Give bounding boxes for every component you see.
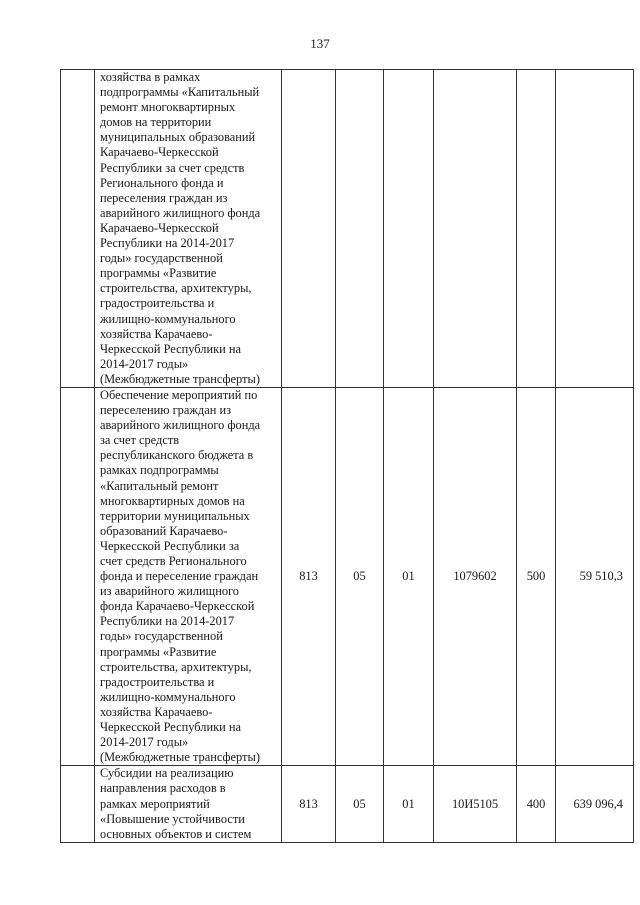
target-article-cell: 1079602 [434,387,517,765]
description-line: хозяйства в рамках [100,70,201,84]
description-line: Карачаево-Черкесской [100,145,219,160]
description-line: Субсидии на реализацию [100,766,234,781]
ministry-code-cell: 813 [282,766,336,842]
amount-cell: 59 510,3 [556,387,634,765]
description-line: «Повышение устойчивости [100,811,245,826]
description-line: жилищно-коммунального [100,689,236,704]
page-number: 137 [310,36,330,51]
description-line: Обеспечение мероприятий по [100,387,258,402]
section-code-cell [336,70,384,388]
description-line: многоквартирных домов на [100,493,245,508]
table-row [61,766,634,842]
description-line: ремонт многоквартирных [100,100,236,115]
description-cell [95,387,282,765]
description-line: Черкесской Республики за [100,538,240,553]
table-row [61,70,634,388]
row-number-cell [61,387,95,765]
description-line: годы» государственной [100,629,223,644]
description-line: программы «Развитие [100,644,217,659]
amount-cell: 639 096,4 [556,766,634,842]
description-line: рамках мероприятий [100,796,210,811]
description-line: основных объектов и систем [100,826,252,841]
amount-cell [556,70,634,388]
table-row [61,387,634,765]
description-line: хозяйства Карачаево- [100,704,213,719]
description-line: Республики на 2014-2017 [100,614,235,629]
description-line: домов на территории [100,115,212,130]
expense-type-cell: 500 [517,387,556,765]
description-line: Черкесской Республики на [100,720,241,735]
subsection-code-cell: 01 [384,387,434,765]
subsection-code-cell [384,70,434,388]
description-line: жилищно-коммунального [100,311,236,326]
row-number-cell [61,766,95,842]
description-line: за счет средств [100,433,180,448]
target-article-cell [434,70,517,388]
description-line: фонда и переселение граждан [100,569,259,584]
description-line: программы «Развитие [100,266,217,281]
description-line: образований Карачаево- [100,523,228,538]
description-line: «Капитальный ремонт [100,478,219,493]
description-line: счет средств Регионального [100,554,247,568]
description-line: переселения граждан из [100,190,228,205]
description-line: муниципальных образований [100,130,256,145]
budget-table [60,69,634,843]
description-line: строительства, архитектуры, [100,659,252,674]
description-line: строительства, архитектуры, [100,281,252,296]
description-line: Карачаево-Черкесской [100,220,219,235]
expense-type-cell [517,70,556,388]
description-line: республиканского бюджета в [100,448,254,463]
row-number-cell [61,70,95,388]
description-line: хозяйства Карачаево- [100,326,213,341]
description-cell [95,70,282,388]
description-cell [95,766,282,842]
ministry-code-cell [282,70,336,388]
description-line: Республики на 2014-2017 [100,236,235,251]
description-line: переселению граждан из [100,403,231,418]
description-line: рамках подпрограммы [100,463,219,478]
section-code-cell: 05 [336,766,384,842]
description-line: градостроительства и [100,674,215,689]
description-line: из аварийного жилищного [100,584,240,599]
description-line: 2014-2017 годы» [100,356,189,371]
description-line: Республики за счет средств [100,160,245,175]
subsection-code-cell: 01 [384,766,434,842]
description-line: фонда Карачаево-Черкесской [100,599,255,614]
description-line: (Межбюджетные трансферты) [100,750,260,765]
description-line: аварийного жилищного фонда [100,205,261,220]
ministry-code-cell: 813 [282,387,336,765]
description-line: 2014-2017 годы» [100,735,189,750]
section-code-cell: 05 [336,387,384,765]
description-line: подпрограммы «Капитальный [100,85,260,100]
description-line: территории муниципальных [100,508,250,523]
description-line: (Межбюджетные трансферты) [100,371,260,386]
description-line: градостроительства и [100,296,215,311]
description-line: годы» государственной [100,251,223,266]
description-line: Регионального фонда и [100,175,224,190]
description-line: аварийного жилищного фонда [100,418,261,433]
description-line: Черкесской Республики на [100,341,241,356]
description-line: направления расходов в [100,781,226,796]
target-article-cell: 10И5105 [434,766,517,842]
expense-type-cell: 400 [517,766,556,842]
